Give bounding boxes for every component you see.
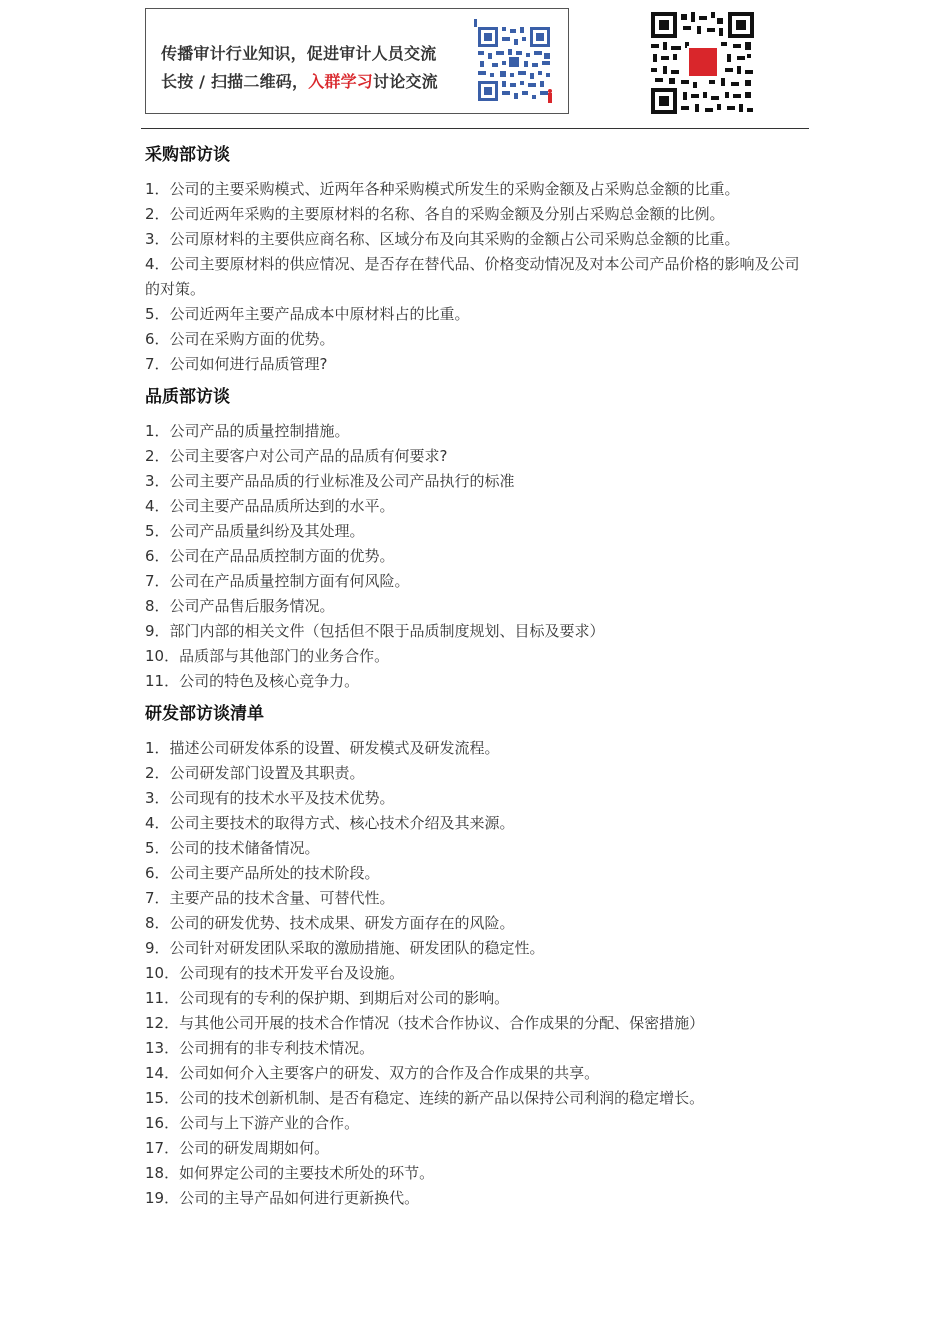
list-item: 2．公司近两年采购的主要原材料的名称、各自的采购金额及分别占采购总金额的比例。 [145,205,725,223]
list-item: 1．公司产品的质量控制措施。 [145,422,350,440]
list-item: 9．公司针对研发团队采取的激励措施、研发团队的稳定性。 [145,939,545,957]
list-item: 4．公司主要技术的取得方式、核心技术介绍及其来源。 [145,814,515,832]
list-item: 7．公司在产品质量控制方面有何风险。 [145,572,410,590]
list-item: 2．公司主要客户对公司产品的品质有何要求? [145,447,448,465]
list-item: 5．公司近两年主要产品成本中原材料占的比重。 [145,305,470,323]
list-item: 3．公司原材料的主要供应商名称、区域分布及向其采购的金额占公司采购总金额的比重。 [145,230,740,248]
list-item: 2．公司研发部门设置及其职责。 [145,764,365,782]
list-item: 5．公司产品质量纠纷及其处理。 [145,522,365,540]
promo-banner [145,8,569,114]
list-item: 1．公司的主要采购模式、近两年各种采购模式所发生的采购金额及占采购总金额的比重。 [145,180,740,198]
list-item: 10．品质部与其他部门的业务合作。 [145,647,390,665]
document-body [145,140,810,1216]
list-item: 9．部门内部的相关文件（包括但不限于品质制度规划、目标及要求） [145,622,605,640]
list-item: 8．公司产品售后服务情况。 [145,597,335,615]
list-item: 4．公司主要原材料的供应情况、是否存在替代品、价格变动情况及对本公司产品价格的影响及公司的对策。 [145,255,800,298]
banner-line-1: 传播审计行业知识，促进审计人员交流 [161,44,437,63]
list-item: 10．公司现有的技术开发平台及设施。 [145,964,405,982]
header-divider [141,128,809,129]
list-item: 17．公司的研发周期如何。 [145,1139,330,1157]
qr-code-large-icon[interactable] [651,12,754,114]
item-list [145,736,810,1211]
list-item: 19．公司的主导产品如何进行更新换代。 [145,1189,420,1207]
list-item: 14．公司如何介入主要客户的研发、双方的合作及合作成果的共享。 [145,1064,600,1082]
list-item: 7．主要产品的技术含量、可替代性。 [145,889,395,907]
item-list [145,177,810,377]
list-item: 11．公司现有的专利的保护期、到期后对公司的影响。 [145,989,510,1007]
list-item: 4．公司主要产品品质所达到的水平。 [145,497,395,515]
list-item: 3．公司主要产品品质的行业标准及公司产品执行的标准 [145,472,515,490]
item-list [145,419,810,694]
list-item: 12．与其他公司开展的技术合作情况（技术合作协议、合作成果的分配、保密措施） [145,1014,705,1032]
list-item: 5．公司的技术储备情况。 [145,839,320,857]
qr-code-small-icon[interactable] [472,15,556,109]
section-rnd [145,699,810,1211]
section-title: 采购部访谈 [145,145,230,165]
list-item: 3．公司现有的技术水平及技术优势。 [145,789,395,807]
banner-highlight: 入群学习 [308,72,373,91]
section-procurement [145,140,810,377]
list-item: 6．公司在采购方面的优势。 [145,330,335,348]
banner-line-2 [161,69,438,92]
section-title: 品质部访谈 [145,387,230,407]
section-quality [145,382,810,694]
list-item: 6．公司在产品品质控制方面的优势。 [145,547,395,565]
list-item: 15．公司的技术创新机制、是否有稳定、连续的新产品以保持公司利润的稳定增长。 [145,1089,705,1107]
list-item: 13．公司拥有的非专利技术情况。 [145,1039,375,1057]
section-title: 研发部访谈清单 [145,704,264,724]
banner-line-2-suffix: 讨论交流 [373,72,438,91]
list-item: 18．如何界定公司的主要技术所处的环节。 [145,1164,435,1182]
list-item: 11．公司的特色及核心竞争力。 [145,672,360,690]
list-item: 7．公司如何进行品质管理? [145,355,328,373]
banner-line-2-prefix: 长按 / 扫描二维码， [161,72,309,91]
list-item: 1．描述公司研发体系的设置、研发模式及研发流程。 [145,739,500,757]
list-item: 16．公司与上下游产业的合作。 [145,1114,360,1132]
list-item: 6．公司主要产品所处的技术阶段。 [145,864,380,882]
list-item: 8．公司的研发优势、技术成果、研发方面存在的风险。 [145,914,515,932]
